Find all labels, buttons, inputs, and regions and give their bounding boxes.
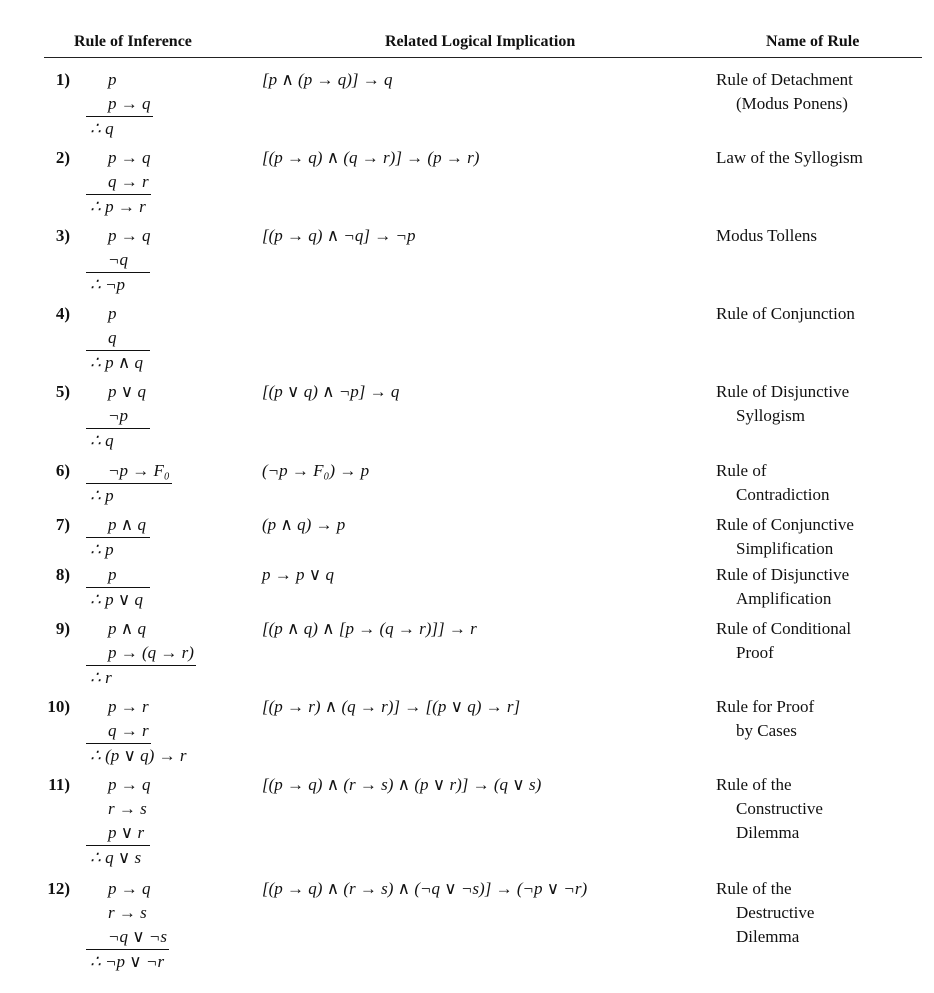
conclusion: ∴ r xyxy=(90,668,112,687)
rule-name-line: Rule of xyxy=(716,461,767,480)
logical-implication: (p ∧ q) → p xyxy=(262,515,346,534)
rule-name-line: Modus Tollens xyxy=(716,226,817,245)
rule-name xyxy=(716,563,926,611)
premise: p xyxy=(86,563,150,588)
premise: ¬p → F₀ xyxy=(86,459,172,484)
rule-name-line: Dilemma xyxy=(736,927,800,946)
rule-number: 7) xyxy=(55,515,70,534)
conclusion: ∴ (p ∨ q) → r xyxy=(90,746,187,765)
conclusion: ∴ q xyxy=(90,119,114,138)
rule-name-line: Rule of the xyxy=(716,879,792,898)
rule-number: 8) xyxy=(55,565,70,584)
premise: q → r xyxy=(86,719,151,744)
rule-name-line: Amplification xyxy=(736,589,832,608)
premise: p → q xyxy=(108,879,151,898)
rule-name-line: by Cases xyxy=(736,721,797,740)
inference-form xyxy=(86,302,150,375)
inference-form xyxy=(86,146,151,219)
premise: p ∧ q xyxy=(86,513,150,538)
conclusion: ∴ p xyxy=(90,486,114,505)
rule-name-line: Rule for Proof xyxy=(716,697,815,716)
rule-name-line: Rule of Detachment xyxy=(716,70,853,89)
rule-name xyxy=(716,877,926,949)
conclusion: ∴ p → r xyxy=(90,197,146,216)
premise: q xyxy=(86,326,150,351)
rule-number: 9) xyxy=(55,619,70,638)
rule-number: 5) xyxy=(55,382,70,401)
logical-implication: [(p ∨ q) ∧ ¬p] → q xyxy=(262,382,400,401)
logical-implication: [(p → q) ∧ (r → s) ∧ (p ∨ r)] → (q ∨ s) xyxy=(262,775,542,794)
logical-implication: [p ∧ (p → q)] → q xyxy=(262,70,393,89)
premise: p → q xyxy=(86,92,153,117)
logical-implication: [(p → q) ∧ (q → r)] → (p → r) xyxy=(262,148,480,167)
logical-implication: [(p → r) ∧ (q → r)] → [(p ∨ q) → r] xyxy=(262,697,521,716)
premise: p xyxy=(108,70,117,89)
premise: ¬p xyxy=(86,404,150,429)
premise: ¬q ∨ ¬s xyxy=(86,925,169,950)
inference-form xyxy=(86,695,186,768)
rule-number: 1) xyxy=(55,70,70,89)
conclusion: ∴ p ∧ q xyxy=(90,353,144,372)
rule-number: 10) xyxy=(47,697,70,716)
header-related-logical-implication: Related Logical Implication xyxy=(385,33,576,50)
logical-implication: (¬p → F₀) → p xyxy=(262,461,370,480)
rule-name-line: Simplification xyxy=(736,539,834,558)
rule-name-line: Contradiction xyxy=(736,485,830,504)
inference-form xyxy=(86,773,151,870)
rule-name-line: Constructive xyxy=(736,799,823,818)
logical-implication: [(p → q) ∧ (r → s) ∧ (¬q ∨ ¬s)] → (¬p ∨ ¬r) xyxy=(262,879,588,898)
conclusion: ∴ ¬p xyxy=(90,275,126,294)
rule-name xyxy=(716,302,926,326)
premise: p xyxy=(108,304,117,323)
inference-form xyxy=(86,877,169,974)
inference-form xyxy=(86,380,150,453)
premise: r → s xyxy=(108,799,147,818)
logical-implication: p → p ∨ q xyxy=(262,565,334,584)
rule-name-line: Dilemma xyxy=(736,823,800,842)
rule-name-line: Rule of the xyxy=(716,775,792,794)
conclusion: ∴ p ∨ q xyxy=(90,590,144,609)
rule-name xyxy=(716,146,926,170)
premise: p → r xyxy=(108,697,149,716)
rule-name-line: Law of the Syllogism xyxy=(716,148,863,167)
conclusion: ∴ ¬p ∨ ¬r xyxy=(90,952,165,971)
premise: r → s xyxy=(108,903,147,922)
rule-name-line: Proof xyxy=(736,643,774,662)
rule-name xyxy=(716,380,926,428)
rule-number: 12) xyxy=(47,879,70,898)
rule-name-line: Rule of Disjunctive xyxy=(716,565,850,584)
premise: p ∨ q xyxy=(108,382,146,401)
rule-name xyxy=(716,513,926,561)
rule-name-line: Rule of Conjunction xyxy=(716,304,855,323)
rule-name xyxy=(716,459,926,507)
rule-name-line: Rule of Disjunctive xyxy=(716,382,850,401)
inference-form xyxy=(86,563,150,612)
premise: ¬q xyxy=(86,248,150,273)
rule-name-line: Syllogism xyxy=(736,406,805,425)
rule-name xyxy=(716,617,926,665)
inference-form xyxy=(86,459,172,508)
rule-number: 4) xyxy=(55,304,70,323)
header-name-of-rule: Name of Rule xyxy=(766,33,860,50)
rule-name xyxy=(716,773,926,845)
rule-number: 11) xyxy=(48,775,70,794)
conclusion: ∴ q xyxy=(90,431,114,450)
rule-name xyxy=(716,224,926,248)
premise: q → r xyxy=(86,170,151,195)
premise: p → q xyxy=(108,226,151,245)
rule-name xyxy=(716,68,926,116)
rule-number: 2) xyxy=(55,148,70,167)
rule-name-line: (Modus Ponens) xyxy=(736,94,848,113)
premise: p → q xyxy=(108,775,151,794)
rule-name-line: Rule of Conjunctive xyxy=(716,515,854,534)
inference-form xyxy=(86,224,151,297)
conclusion: ∴ p xyxy=(90,540,114,559)
inference-form xyxy=(86,68,153,141)
rule-name xyxy=(716,695,926,743)
conclusion: ∴ q ∨ s xyxy=(90,848,142,867)
logical-implication: [(p → q) ∧ ¬q] → ¬p xyxy=(262,226,416,245)
rule-number: 6) xyxy=(55,461,70,480)
inference-form xyxy=(86,513,150,562)
header-rule-of-inference: Rule of Inference xyxy=(74,33,192,50)
premise: p → q xyxy=(108,148,151,167)
header-rule-line xyxy=(44,57,922,58)
rule-number: 3) xyxy=(55,226,70,245)
premise: p → (q → r) xyxy=(86,641,196,666)
rule-name-line: Destructive xyxy=(736,903,815,922)
premise: p ∨ r xyxy=(86,821,150,846)
inference-form xyxy=(86,617,196,690)
rule-name-line: Rule of Conditional xyxy=(716,619,852,638)
logical-implication: [(p ∧ q) ∧ [p → (q → r)]] → r xyxy=(262,619,477,638)
premise: p ∧ q xyxy=(108,619,146,638)
